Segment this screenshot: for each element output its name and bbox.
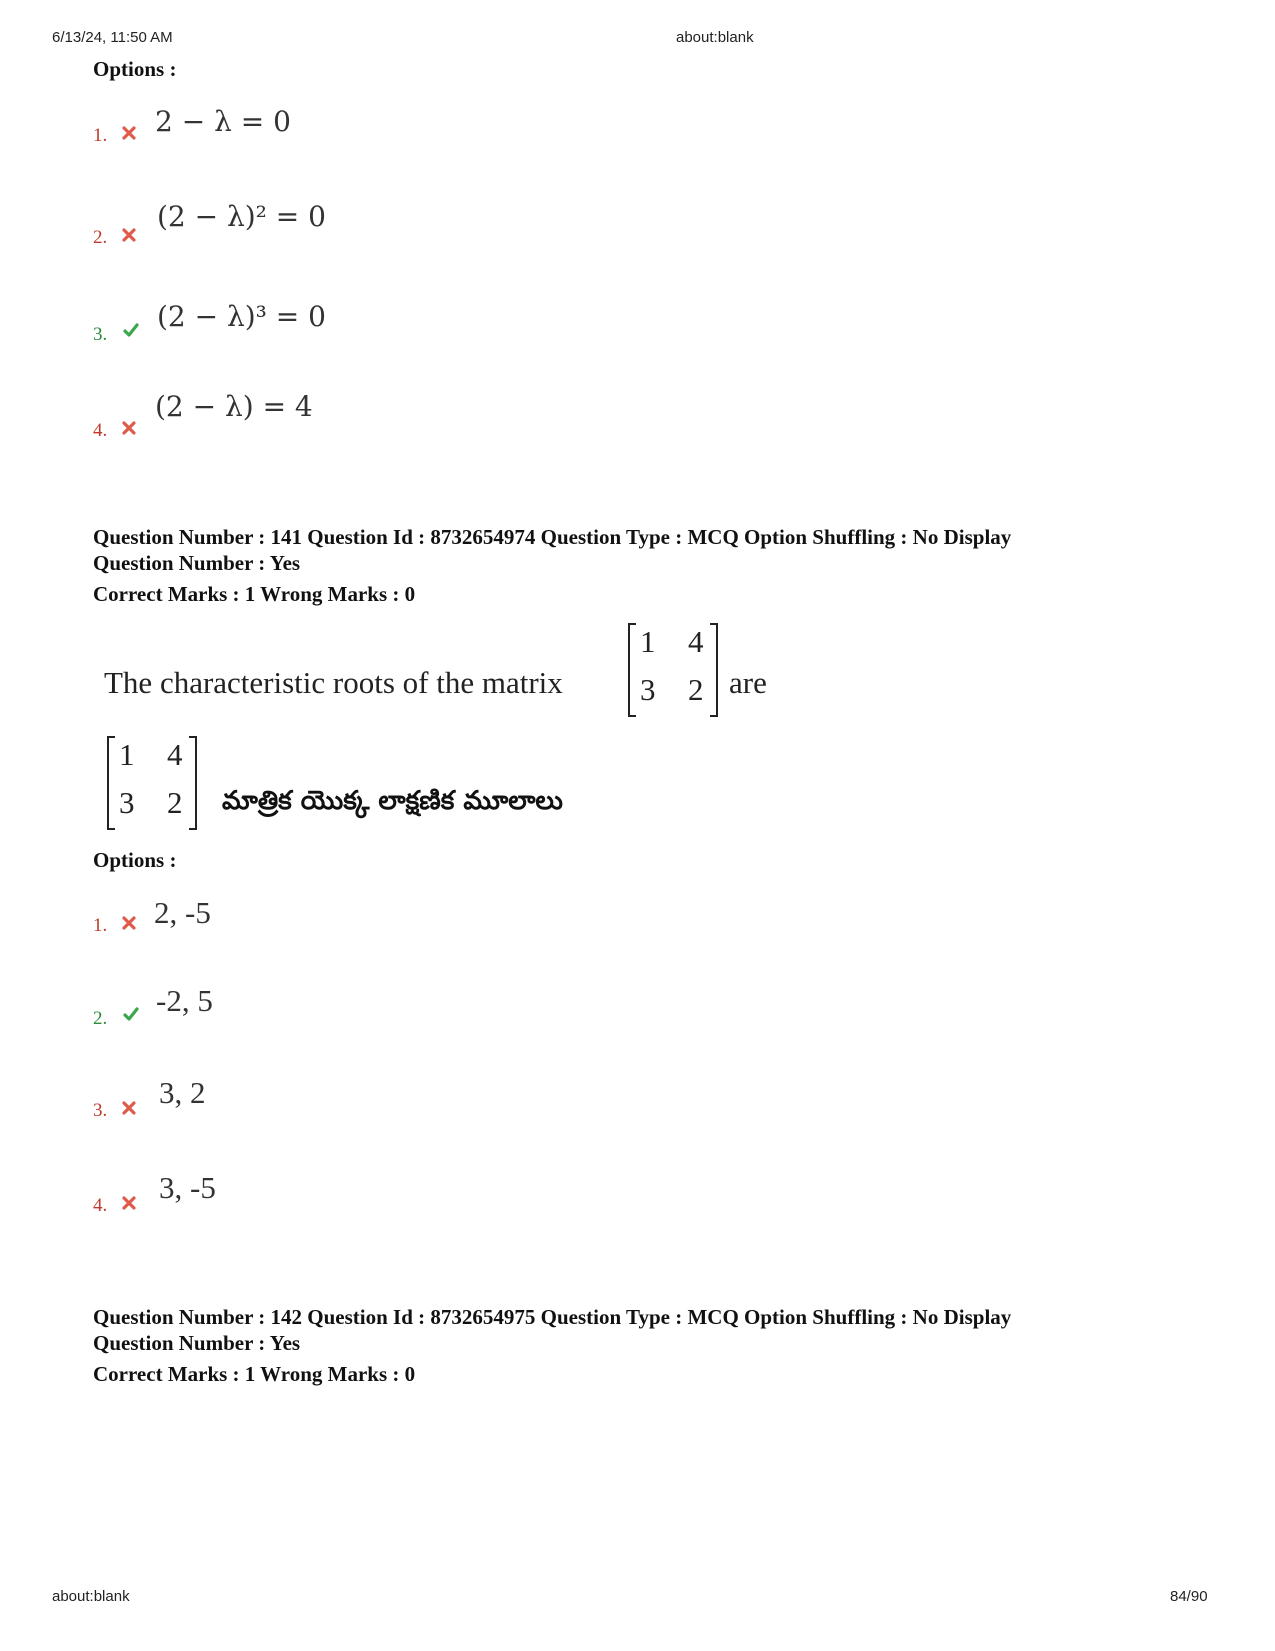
- option-value: 2, -5: [154, 895, 211, 930]
- option-value: (2 − λ)² = 0: [157, 200, 326, 233]
- option-number: 3.: [93, 324, 108, 345]
- options-label: Options :: [93, 57, 177, 81]
- question-text-telugu: మాత్రిక యొక్క లాక్షణిక మూలాలు: [222, 786, 563, 816]
- question-marks: Correct Marks : 1 Wrong Marks : 0: [93, 1362, 416, 1386]
- wrong-icon: [121, 1100, 137, 1116]
- option-value: -2, 5: [156, 983, 213, 1018]
- print-footer-url: about:blank: [52, 1588, 130, 1605]
- wrong-icon: [121, 1195, 137, 1211]
- matrix-cell: 3: [119, 785, 135, 820]
- question-text-suffix: are: [729, 665, 767, 700]
- option-number: 1.: [93, 915, 108, 936]
- option-value: 3, -5: [159, 1170, 216, 1205]
- question-meta-2: Question Number : Yes: [93, 1331, 301, 1355]
- matrix-cell: 1: [640, 624, 656, 659]
- checkmark-icon: [121, 1006, 141, 1022]
- option-value: 2 − λ = 0: [155, 105, 291, 138]
- wrong-icon: [121, 227, 137, 243]
- option-number: 3.: [93, 1100, 108, 1121]
- matrix-cell: 4: [167, 737, 183, 772]
- matrix-cell: 2: [167, 785, 183, 820]
- option-value: (2 − λ)³ = 0: [157, 300, 326, 333]
- question-meta: Question Number : 142 Question Id : 8732654975 Question Type : MCQ Option Shuffling : No Display: [93, 1305, 1012, 1329]
- option-number: 2.: [93, 1008, 108, 1029]
- print-datetime: 6/13/24, 11:50 AM: [52, 29, 173, 46]
- option-value: 3, 2: [159, 1075, 206, 1110]
- question-marks: Correct Marks : 1 Wrong Marks : 0: [93, 582, 416, 606]
- question-meta: Question Number : 141 Question Id : 8732654974 Question Type : MCQ Option Shuffling : No Display: [93, 525, 1012, 549]
- wrong-icon: [121, 125, 137, 141]
- question-text-english: The characteristic roots of the matrix: [104, 665, 563, 700]
- option-number: 1.: [93, 125, 108, 146]
- matrix-cell: 1: [119, 737, 135, 772]
- matrix-cell: 2: [688, 672, 704, 707]
- matrix-english: [626, 622, 720, 718]
- options-label: Options :: [93, 848, 177, 872]
- print-page-title: about:blank: [676, 29, 754, 46]
- question-meta-2: Question Number : Yes: [93, 551, 301, 575]
- wrong-icon: [121, 420, 137, 436]
- matrix-cell: 3: [640, 672, 656, 707]
- option-number: 4.: [93, 1195, 108, 1216]
- option-value: (2 − λ) = 4: [155, 390, 313, 423]
- matrix-cell: 4: [688, 624, 704, 659]
- matrix-telugu: [105, 735, 199, 831]
- checkmark-icon: [121, 322, 141, 338]
- print-page-number: 84/90: [1170, 1588, 1208, 1605]
- wrong-icon: [121, 915, 137, 931]
- option-number: 4.: [93, 420, 108, 441]
- option-number: 2.: [93, 227, 108, 248]
